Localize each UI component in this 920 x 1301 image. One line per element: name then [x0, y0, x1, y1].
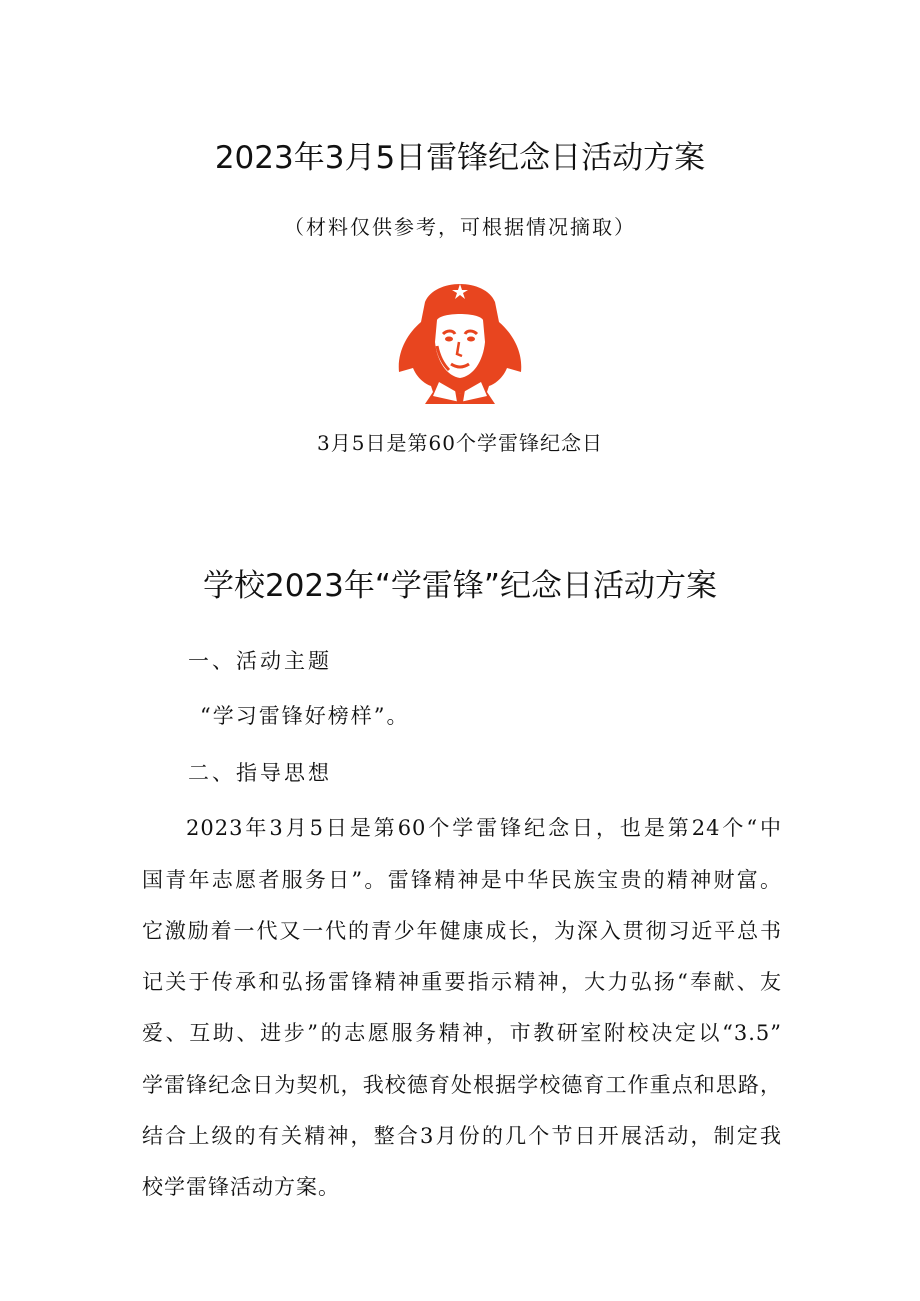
portrait-caption: 3月5日是第60个学雷锋纪念日	[317, 431, 603, 455]
paragraph-line: 学雷锋纪念日为契机，我校德育处根据学校德育工作重点和思路，	[142, 1073, 782, 1097]
document-subtitle: （材料仅供参考，可根据情况摘取）	[284, 215, 636, 239]
heading-activity-theme: 一、活动主题	[188, 649, 332, 673]
heading-guiding-ideology: 二、指导思想	[188, 761, 332, 785]
paragraph-line: 校学雷锋活动方案。	[142, 1175, 340, 1199]
document-title: 2023年3月5日雷锋纪念日活动方案	[214, 140, 706, 176]
paragraph-line: 它激励着一代又一代的青少年健康成长，为深入贯彻习近平总书	[142, 919, 782, 943]
section-title: 学校2023年“学雷锋”纪念日活动方案	[202, 568, 717, 604]
paragraph-line: 2023年3月5日是第60个学雷锋纪念日，也是第24个“中	[186, 816, 782, 840]
activity-theme-text: “学习雷锋好榜样”。	[200, 704, 410, 728]
lei-feng-portrait-icon	[395, 272, 525, 404]
paragraph-line: 记关于传承和弘扬雷锋精神重要指示精神，大力弘扬“奉献、友	[142, 970, 782, 994]
paragraph-line: 爱、互助、进步”的志愿服务精神，市教研室附校决定以“3.5”	[142, 1021, 782, 1045]
paragraph-line: 结合上级的有关精神，整合3月份的几个节日开展活动，制定我	[142, 1124, 782, 1148]
paragraph-line: 国青年志愿者服务日”。雷锋精神是中华民族宝贵的精神财富。	[142, 868, 782, 892]
